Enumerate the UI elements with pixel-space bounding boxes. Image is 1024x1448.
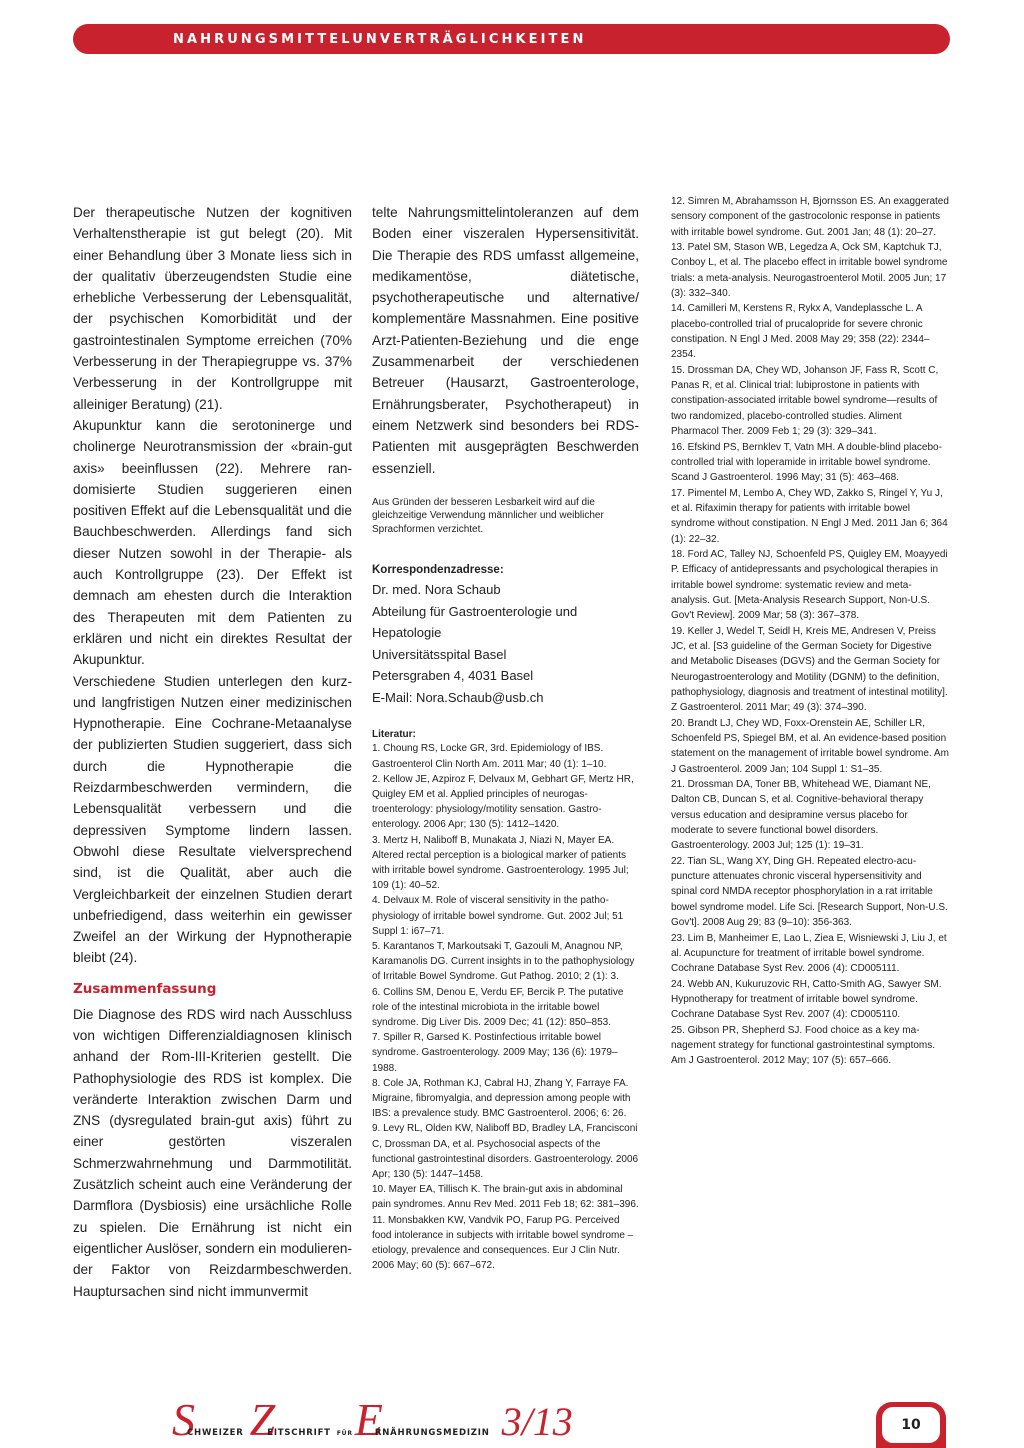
reference-item: 3. Mertz H, Naliboff B, Munakata J, Niazi N, Mayer EA. Altered rectal perception is a biological marker of patients with irritable bowel syndrome. Gastroenterology. 1995 Jul; 109 (1): 40–52.	[372, 834, 629, 892]
summary-paragraph: Die Diagnose des RDS wird nach Ausschluss von wichtigen Differenzialdiagnosen klinisch anhand der Rom-III-Kriterien gestellt. Die Pathophysiologie des RDS ist komplex. Die veränderte Interaktion zwischen Darm und ZNS (dysregulated brain-gut axis) führt zu einer gestörten viszeralen Schmerzwahrnehmung und Darmmotilität. Zusätzlich scheint auch eine Veränderung der Darmflora (Dysbiosis) eine ursächliche Rolle zu spielen. Die Ernährung ist nicht ein eigentlicher Auslöser, sondern ein modulierender Faktor von Reizdarmbeschwerden. Hauptursachen sind nicht immunvermit	[73, 1006, 352, 1299]
correspondence-address	[372, 579, 639, 708]
logo-word-fuer: FÜR	[336, 1430, 353, 1437]
reference-item: 6. Collins SM, Denou E, Verdu EF, Bercik P. The putative role of the intestinal microbiota in the irritable bowel syndrome. Dig Liver Dis. 2009 Dec; 41 (12): 850–853.	[372, 986, 624, 1029]
logo-word-zeitschrift: EITSCHRIFT	[267, 1428, 331, 1438]
reference-item: 25. Gibson PR, Shepherd SJ. Food choice as a key management strategy for functional gastrointestinal symptoms. Am J Gastroenterol. 2012 May; 107 (5): 657–666.	[671, 1024, 936, 1067]
reference-item: 7. Spiller R, Garsed K. Postinfectious irritable bowel syndrome. Gastroenterology. 2009 May; 136 (6): 1979–1988.	[372, 1032, 618, 1074]
section-title: NAHRUNGSMITTELUNVERTRÄGLICHKEITEN	[173, 31, 587, 47]
logo-letter-s: S	[172, 1394, 195, 1445]
reference-item: 4. Delvaux M. Role of visceral sensitivity in the pathophysiology of irritable bowel syndrome. Gut. 2002 Jul; 51 Suppl 1: i67–71.	[372, 895, 624, 937]
reference-item: 5. Karantanos T, Markoutsaki T, Gazouli M, Anagnou NP, Karamanolis DG. Current insights in to the pathophysiology of Irritable Bowel Syndrome. Gut Pathog. 2010; 2 (1): 3.	[372, 941, 635, 983]
logo-word-ernaehrungsmedizin: RNÄHRUNGSMEDIZIN	[374, 1428, 490, 1438]
gender-language-note: Aus Gründen der besseren Lesbarkeit wird auf die gleichzeitige Verwendung männlicher und weiblicher Sprachformen verzichtet.	[372, 496, 604, 535]
column-middle	[372, 202, 639, 1273]
reference-item: 14. Camilleri M, Kerstens R, Rykx A, Vandeplassche L. A placebo-controlled trial of prucalopride for severe chronic constipation. N Engl J Med. 2008 May 29; 358 (22): 2344–2354.	[671, 303, 930, 361]
reference-item: 22. Tian SL, Wang XY, Ding GH. Repeated electro-acupuncture attenuates chronic visceral hypersensitivity and spinal cord NMDA receptor phosphorylation in a rat irritable bowel syndrome model. Life Sci. [Research Support, Non-U.S. Gov't]. 2008 Aug 29; 83 (9–10): 356-363.	[671, 855, 948, 929]
reference-item: 19. Keller J, Wedel T, Seidl H, Kreis ME, Andresen V, Preiss JC, et al. [S3 guideline of the German Society for Digestive and Metabolic Diseases (DGVS) and the German Society for Neurogastroenterology and Motility (DGNM) to the definition, pathophysiology, diagnosis and treatment of intestinal motility]. Z Gastroenterol. 2011 Mar; 49 (3): 374–390.	[671, 625, 948, 714]
reference-item: 15. Drossman DA, Chey WD, Johanson JF, Fass R, Scott C, Panas R, et al. Clinical trial: lubiprostone in patients with constipation-associated irritable bowel syndrome—results of two randomized, placebo-controlled studies. Aliment Pharmacol Ther. 2009 Feb 1; 29 (3): 329–341.	[671, 364, 939, 438]
reference-item: 13. Patel SM, Stason WB, Legedza A, Ock SM, Kaptchuk TJ, Conboy L, et al. The placebo effect in irritable bowel syndrome trials: a meta-analysis. Neurogastroenterol Motil. 2005 Jun; 17 (3): 332–340.	[671, 242, 948, 300]
reference-item: 18. Ford AC, Talley NJ, Schoenfeld PS, Quigley EM, Moayyedi P. Efficacy of antidepressants and psychological therapies in irritable bowel syndrome: systematic review and meta-analysis. Gut. [Meta-Analysis Research Support, Non-U.S. Gov't Review]. 2009 Mar; 58 (3): 367–378.	[671, 548, 948, 622]
correspondence-line: Hepatologie	[372, 625, 442, 641]
correspondence-title: Korrespondenzadresse:	[372, 564, 504, 577]
correspondence-email: E-Mail: Nora.Schaub@usb.ch	[372, 689, 544, 705]
correspondence-line: Abteilung für Gastroenterologie und	[372, 603, 578, 619]
correspondence-line: Dr. med. Nora Schaub	[372, 582, 501, 598]
issue-number: 3/13	[501, 1399, 573, 1444]
page-number: 10	[882, 1407, 940, 1443]
reference-item: 17. Pimentel M, Lembo A, Chey WD, Zakko S, Ringel Y, Yu J, et al. Rifaximin therapy for patients with irritable bowel syndrome without constipation. N Engl J Med. 2011 Jan 6; 364 (1): 22–32.	[671, 487, 948, 545]
reference-item: 20. Brandt LJ, Chey WD, Foxx-Orenstein AE, Schiller LR, Schoenfeld PS, Spiegel BM, et al. An evidence-based position statement on the management of irritable bowel syndrome. Am J Gastroenterol. 2009 Jan; 104 Suppl 1: S1–35.	[671, 717, 949, 775]
reference-list-2	[671, 194, 950, 1069]
reference-list-1	[372, 741, 639, 1273]
paragraph-hypnotherapy: Verschiedene Studien unterlegen den kurz- und langfristigen Nutzen einer medizinischen Hypnotherapie. Eine Cochrane-Metaanalyse der publizierten Studien suggeriert, dass sich durch die Hypnotherapie die Reizdarmbeschwerden vermindern, die Lebensqualität verbessern und die depressiven Symptome lindern lassen. Obwohl diese Resultate vielversprechend sind, ist die Qualität, aber auch die Vergleichbarkeit der einzelnen Studien derart unbefriedigend, dass weiterhin ein gewisser Zweifel an der Wirkung der Hypnotherapie bleibt (24).	[73, 673, 352, 966]
reference-item: 9. Levy RL, Olden KW, Naliboff BD, Bradley LA, Francisconi C, Drossman DA, et al. Psychosocial aspects of the functional gastrointestinal disorders. Gastroenterology. 2006 Apr; 130 (5): 1447–1458.	[372, 1123, 639, 1181]
reference-item: 24. Webb AN, Kukuruzovic RH, Catto-Smith AG, Sawyer SM. Hypnotherapy for treatment of irritable bowel syndrome. Cochrane Database Syst Rev. 2007 (4): CD005110.	[671, 978, 942, 1021]
paragraph-continuation: telte Nahrungsmittelintoleranzen auf dem Boden einer viszeralen Hypersensitivität. Die Therapie des RDS umfasst allgemeine, medikamentöse, diätetische, psychotherapeutische und alternative/ komplementäre Massnahmen. Eine positive Arzt-Patienten-Beziehung und die enge Zusammenarbeit der verschiedenen Betreuer (Hausarzt, Gastroenterologe, Ernährungsberater, Psychotherapeut) in einem Netzwerk sind besonders bei RDS-Patienten mit ausgeprägten Beschwerden essenziell.	[372, 205, 639, 476]
reference-item: 2. Kellow JE, Azpiroz F, Delvaux M, Gebhart GF, Mertz HR, Quigley EM et al. Applied principles of neurogastroenterology: physiology/motility sensation. Gastroenterology. 2006 Apr; 130 (5): 1412–1420.	[372, 773, 634, 831]
logo-letter-e: E	[354, 1394, 383, 1445]
reference-item: 16. Efskind PS, Bernklev T, Vatn MH. A double-blind placebo-controlled trial with loperamide in irritable bowel syndrome. Scand J Gastroenterol. 1996 May; 31 (5): 463–468.	[671, 441, 942, 484]
column-left	[73, 202, 352, 1302]
section-header-bar	[73, 24, 950, 54]
paragraph-acupuncture: Akupunktur kann die serotoninerge und cholinerge Neurotransmission der «brain-gut axis» beeinflussen (22). Mehrere randomisierte Studien suggerieren einen positiven Effekt auf die Lebensqualität und die Bauchbeschwerden. Allerdings fand sich dieser Nutzen sowohl in der Therapie- als auch Kontrollgruppe (23). Der Effekt ist demnach am ehesten durch die Interaktion des Therapeuten mit dem Patienten zu erklären und nicht ein direktes Resultat der Akupunktur.	[73, 417, 352, 668]
journal-logo	[172, 1394, 573, 1445]
logo-letter-z: Z	[249, 1394, 276, 1445]
reference-item: 21. Drossman DA, Toner BB, Whitehead WE, Diamant NE, Dalton CB, Duncan S, et al. Cognitive-behavioral therapy versus education and desipramine versus placebo for moderate to severe functional bowel disorders. Gastroenterology. 2003 Jul; 125 (1): 19–31.	[671, 779, 931, 852]
literature-title: Literatur:	[372, 729, 416, 741]
reference-item: 12. Simren M, Abrahamsson H, Bjornsson ES. An exaggerated sensory component of the gastrocolonic response in patients with irritable bowel syndrome. Gut. 2001 Jan; 48 (1): 20–27.	[671, 196, 949, 238]
correspondence-line: Petersgraben 4, 4031 Basel	[372, 668, 534, 684]
paragraph-cbt: Der therapeutische Nutzen der kognitiven Verhaltenstherapie ist gut belegt (20). Mit einer Behandlung über 3 Monate liess sich in der qualitativ überzeugendsten Studie eine erhebliche Verbesserung der Lebensqualität, der psychischen Komorbidität und der gastrointestinalen Symptome erreichen (70% Verbesserung in der Therapiegruppe vs. 37% Verbesserung in der Kontrollgruppe mit alleiniger Beratung) (21).	[73, 205, 352, 412]
column-right	[671, 194, 950, 1069]
reference-item: 1. Choung RS, Locke GR, 3rd. Epidemiology of IBS. Gastroenterol Clin North Am. 2011 Mar; 40 (1): 1–10.	[372, 743, 607, 770]
reference-item: 8. Cole JA, Rothman KJ, Cabral HJ, Zhang Y, Farraye FA. Migraine, fibromyalgia, and depression among people with IBS: a prevalence study. BMC Gastroenterol. 2006; 6: 26.	[372, 1077, 631, 1120]
correspondence-line: Universitätsspital Basel	[372, 646, 507, 662]
reference-item: 10. Mayer EA, Tillisch K. The brain-gut axis in abdominal pain syndromes. Annu Rev Med. 2011 Feb 18; 62: 381–396.	[372, 1184, 639, 1211]
reference-item: 23. Lim B, Manheimer E, Lao L, Ziea E, Wisniewski J, Liu J, et al. Acupuncture for treatment of irritable bowel syndrome. Cochrane Database Syst Rev. 2006 (4): CD005111.	[671, 932, 947, 975]
summary-heading: Zusammenfassung	[73, 980, 217, 997]
logo-word-schweizer: CHWEIZER	[187, 1428, 244, 1438]
page-number-badge	[876, 1402, 946, 1448]
reference-item: 11. Monsbakken KW, Vandvik PO, Farup PG. Perceived food intolerance in subjects with irritable bowel syndrome – etiology, prevalence and consequences. Eur J Clin Nutr. 2006 May; 60 (5): 667–672.	[372, 1214, 634, 1272]
